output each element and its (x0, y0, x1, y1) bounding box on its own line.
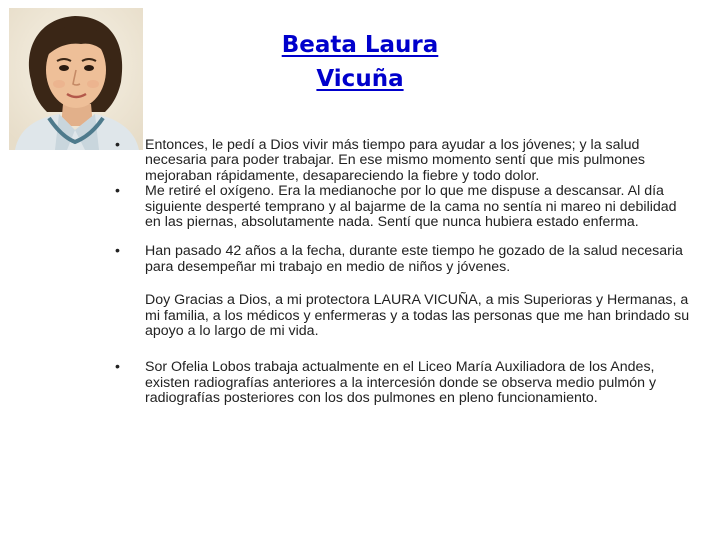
bullet-icon: • (115, 359, 120, 376)
list-item (115, 244, 695, 275)
paragraph-4: Doy Gracias a Dios, a mi protectora LAURA VICUÑA, a mis Superioras y Hermanas, a mi familia, a los médicos y enfermeras y a todas las personas que me han brindado su apoyo a lo largo de mi vida. (145, 292, 690, 340)
paragraph-3: Han pasado 42 años a la fecha, durante este tiempo he gozado de la salud necesaria para desempeñar mi trabajo en medio de niños y jóvenes. (145, 243, 683, 275)
bullet-icon: • (115, 243, 120, 260)
list-item (115, 184, 695, 230)
title-line-2: Vicuña (316, 66, 404, 92)
testimony-text (115, 138, 695, 407)
bullet-icon: • (115, 183, 120, 200)
portrait-photo (9, 8, 143, 150)
paragraph-2: Me retiré el oxígeno. Era la medianoche por lo que me dispuse a descansar. Al día siguiente desperté temprano y al bajarme de la cama no sentía ni mareo ni debilidad en las piernas, absolutamente nada. Sentí que nunca hubiera estado enferma. (145, 183, 677, 231)
paragraph-1: Entonces, le pedí a Dios vivir más tiempo para ayudar a los jóvenes; y la salud necesaria para poder trabajar. En ese mismo momento sentí que mis pulmones mejoraban rápidamente, desapareciendo la fiebre y todo dolor. (145, 137, 645, 184)
portrait-illustration (9, 8, 143, 150)
list-item (115, 293, 695, 339)
page-title (180, 28, 540, 96)
title-line-1: Beata Laura (281, 32, 439, 58)
bullet-icon: • (115, 137, 120, 153)
list-item (115, 138, 695, 184)
list-item (115, 360, 695, 406)
paragraph-5: Sor Ofelia Lobos trabaja actualmente en el Liceo María Auxiliadora de los Andes, existen radiografías anteriores a la intercesión donde se observa medio pulmón y radiografías posteriores con los dos pulmones en pleno funcionamiento. (145, 359, 657, 407)
